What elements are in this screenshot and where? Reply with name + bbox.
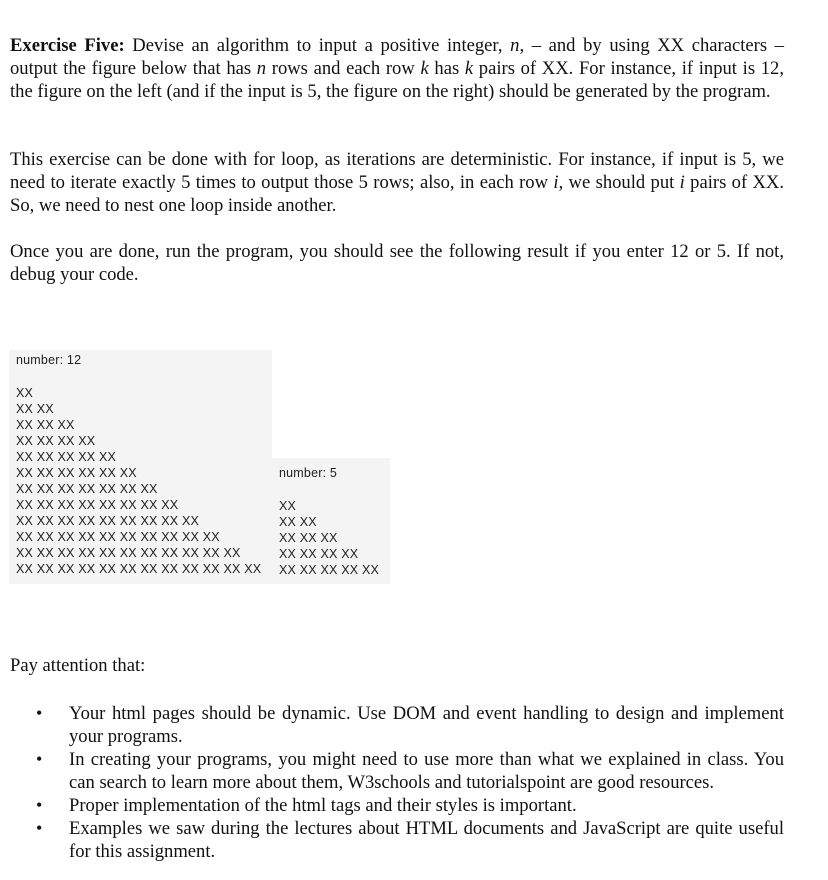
variable-k: k [464, 58, 474, 79]
example-title: number: 12 [16, 353, 82, 367]
text-run: , – and by using XX characters – output the figure below that has [10, 35, 784, 79]
output-row: XX XX XX XX XX XX XX XX XX XX [16, 530, 220, 544]
variable-i: i [553, 172, 559, 193]
exercise-description [10, 34, 784, 103]
bullet-icon: • [36, 795, 43, 815]
example-rows [279, 498, 379, 578]
list-item [10, 817, 784, 863]
output-row: XX XX XX XX XX XX XX XX XX XX XX XX [16, 562, 262, 576]
list-item [10, 748, 784, 794]
text-run: pairs of XX. For instance, if input is 12, the figure on the left (and if the input is 5, the figure on the right) should be generated by the program. [10, 58, 784, 102]
output-row: XX XX XX [16, 418, 75, 432]
attention-heading: Pay attention that: [10, 655, 146, 676]
list-item [10, 702, 784, 748]
output-row: XX [279, 499, 297, 513]
output-row: XX XX XX XX XX [279, 563, 380, 577]
bullet-icon: • [36, 818, 43, 838]
example-rows [16, 385, 261, 577]
output-row: XX XX XX XX XX XX XX XX XX [16, 514, 200, 528]
variable-n: n [256, 58, 267, 79]
text-run: pairs of XX. So, we need to nest one loop inside another. [10, 172, 784, 216]
list-item-text: Your html pages should be dynamic. Use DOM and event handling to design and implement your programs. [69, 703, 784, 747]
output-row: XX XX [279, 515, 317, 529]
list-item-text: In creating your programs, you might need to use more than what we explained in class. You can search to learn more about them, W3schools and tutorialspoint are good resources. [69, 749, 784, 793]
list-item-text: Examples we saw during the lectures about HTML documents and JavaScript are quite useful for this assignment. [69, 818, 784, 862]
loop-explanation [10, 148, 784, 217]
text-run: rows and each row [266, 58, 421, 79]
variable-k: k [420, 58, 429, 79]
bullet-icon: • [36, 749, 43, 769]
list-item [10, 794, 784, 817]
text-run: Devise an algorithm to input a positive integer, [124, 35, 511, 56]
output-row: XX XX XX [279, 531, 338, 545]
text-run: , we should put [558, 172, 680, 193]
output-row: XX XX XX XX XX XX XX XX XX XX XX [16, 546, 241, 560]
output-row: XX XX XX XX XX [16, 450, 117, 464]
bullet-icon: • [36, 703, 43, 723]
output-row: XX XX [16, 402, 54, 416]
list-item-text: Proper implementation of the html tags and their styles is important. [69, 795, 577, 816]
example-output-5 [272, 458, 390, 584]
output-row: XX XX XX XX XX XX XX [16, 482, 158, 496]
variable-i: i [679, 172, 685, 193]
text-run: This exercise can be done with for loop, as iterations are deterministic. For instance, if input is 5, we need to iterate exactly 5 times to output those 5 rows; also, in each row [10, 149, 784, 193]
example-title: number: 5 [279, 466, 338, 480]
output-row: XX XX XX XX XX XX [16, 466, 137, 480]
example-output-12 [9, 350, 272, 584]
output-row: XX XX XX XX [16, 434, 96, 448]
exercise-label: Exercise Five: [10, 35, 125, 56]
variable-n: n [510, 35, 520, 56]
output-row: XX XX XX XX XX XX XX XX [16, 498, 179, 512]
output-row: XX XX XX XX [279, 547, 359, 561]
run-instructions: Once you are done, run the program, you should see the following result if you enter 12 or 5. If not, debug your code. [10, 241, 784, 285]
attention-list [10, 702, 784, 863]
text-run: has [428, 58, 465, 79]
output-row: XX [16, 386, 34, 400]
